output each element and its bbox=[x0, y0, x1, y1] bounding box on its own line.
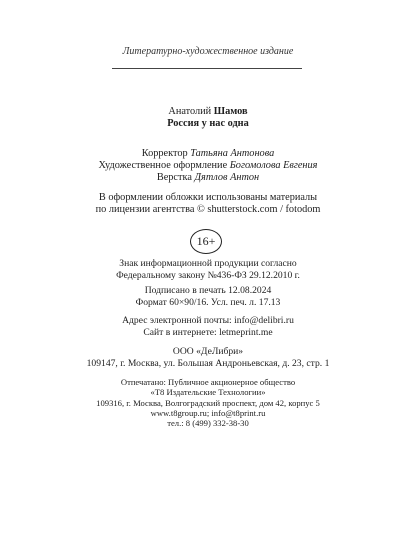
site-link[interactable]: letmeprint.me bbox=[219, 326, 273, 338]
license-line: по лицензии агентства © shutterstock.com / fotodom bbox=[95, 204, 321, 215]
printer-line: 109316, г. Москва, Волгоградский проспект, дом 42, корпус 5 bbox=[96, 397, 320, 408]
credit-name: Богомолова Евгения bbox=[229, 160, 318, 171]
publisher-block bbox=[0, 346, 416, 369]
site-line bbox=[0, 327, 416, 339]
credit-line-proofreader bbox=[0, 148, 416, 160]
author-last-name: Шамов bbox=[213, 106, 248, 117]
credit-role: Корректор bbox=[141, 148, 188, 159]
credits-block bbox=[0, 148, 416, 184]
print-date: Подписано в печать 12.08.2024 bbox=[144, 285, 272, 296]
email-label: Адрес электронной почты: bbox=[122, 315, 232, 326]
printer-block bbox=[0, 377, 416, 428]
credit-line-art bbox=[0, 160, 416, 172]
author-name bbox=[0, 106, 416, 118]
title-block bbox=[0, 106, 416, 130]
book-title: Россия у нас одна bbox=[167, 118, 249, 129]
credit-name: Дятлов Антон bbox=[194, 172, 260, 183]
printer-line: www.t8group.ru; info@t8print.ru bbox=[150, 407, 266, 418]
email-line bbox=[0, 315, 416, 327]
credit-role: Художественное оформление bbox=[98, 160, 228, 171]
genre-label: Литературно-художественное издание bbox=[122, 46, 294, 57]
credit-line-layout bbox=[0, 172, 416, 184]
author-first-name: Анатолий bbox=[168, 106, 212, 117]
divider-line bbox=[112, 68, 302, 69]
email-link[interactable]: info@delibri.ru bbox=[234, 315, 294, 326]
notice-line: Знак информационной продукции согласно bbox=[119, 258, 297, 269]
site-label: Сайт в интернете: bbox=[143, 326, 217, 338]
license-line: В оформлении обложки использованы материалы bbox=[98, 192, 318, 203]
credit-role: Верстка bbox=[156, 172, 192, 183]
publisher-name: ООО «ДеЛибри» bbox=[172, 346, 244, 357]
printer-line: тел.: 8 (499) 332-38-30 bbox=[167, 418, 249, 429]
notice-line: Федеральному закону №436-ФЗ 29.12.2010 г. bbox=[116, 269, 300, 281]
credit-name: Татьяна Антонова bbox=[190, 148, 275, 159]
printing-details bbox=[0, 285, 416, 308]
age-rating-badge: 16+ bbox=[190, 229, 222, 254]
online-contacts bbox=[0, 315, 416, 338]
info-product-notice bbox=[0, 258, 416, 281]
print-format: Формат 60×90/16. Усл. печ. л. 17.13 bbox=[135, 296, 281, 308]
license-notice bbox=[0, 192, 416, 216]
printer-line: «T8 Издательские Технологии» bbox=[150, 387, 266, 398]
publisher-address: 109147, г. Москва, ул. Большая Андроньевская, д. 23, стр. 1 bbox=[86, 357, 330, 369]
printer-line: Отпечатано: Публичное акционерное общество bbox=[120, 377, 296, 387]
